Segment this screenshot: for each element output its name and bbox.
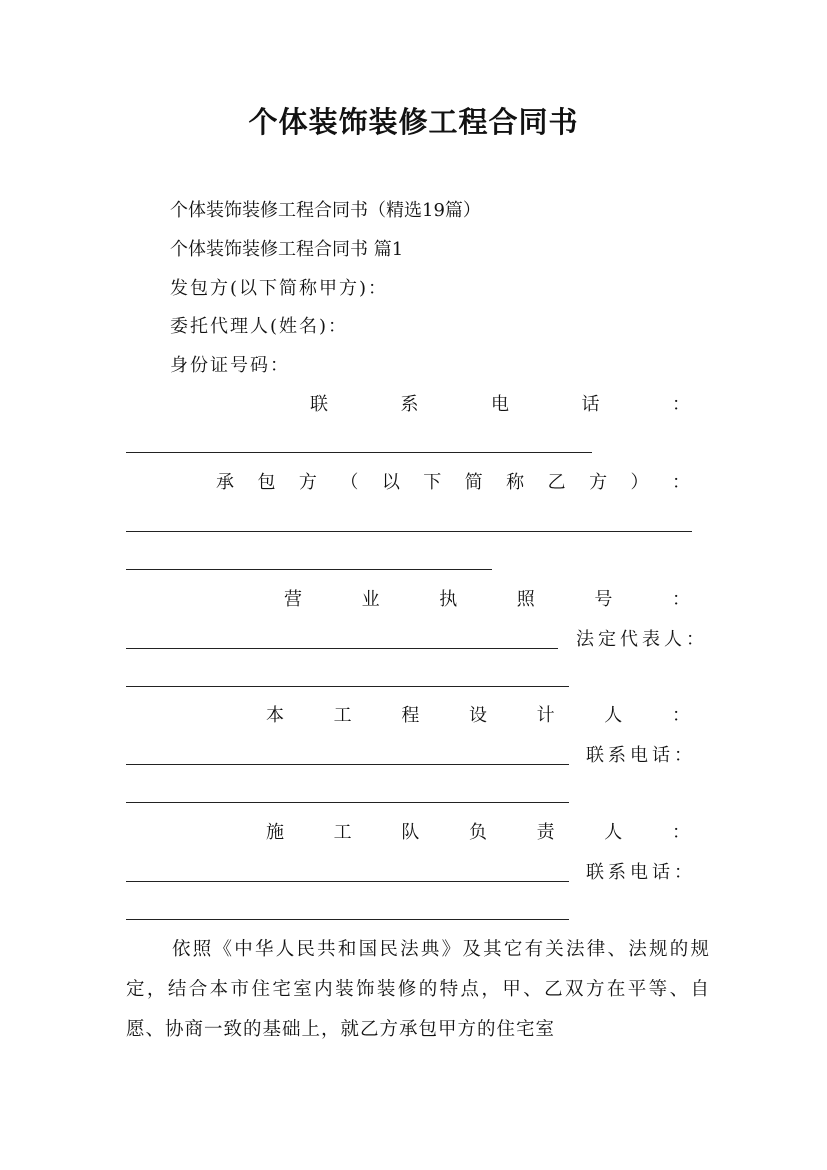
fill-line	[126, 919, 569, 920]
team-phone-label: 联系电话：	[586, 862, 696, 883]
construction-team-leader-label: 施 工 队 负 责 人 ：	[266, 822, 690, 843]
fill-line	[126, 569, 492, 570]
document-subtitle: 个体装饰装修工程合同书（精选19篇）	[170, 200, 481, 221]
fill-line	[126, 764, 569, 765]
fill-line	[126, 531, 692, 532]
designer-phone-label: 联系电话：	[586, 745, 696, 766]
section-heading: 个体装饰装修工程合同书 篇1	[170, 239, 404, 260]
designer-label: 本 工 程 设 计 人 ：	[266, 705, 690, 726]
business-license-label: 营 业 执 照 号 ：	[284, 589, 690, 610]
fill-line	[126, 452, 592, 453]
body-paragraph: 依照《中华人民共和国民法典》及其它有关法律、法规的规定，结合本市住宅室内装饰装修的特点，甲、乙双方在平等、自愿、协商一致的基础上，就乙方承包甲方的住宅室	[126, 939, 710, 1040]
party-b-label: 承 包 方 （ 以 下 简 称 乙 方 ） ：	[216, 472, 690, 493]
document-title: 个体装饰装修工程合同书	[248, 105, 579, 139]
fill-line	[126, 881, 569, 882]
legal-representative-label: 法定代表人：	[576, 629, 708, 650]
agent-label: 委托代理人(姓名)：	[170, 316, 349, 337]
id-number-label: 身份证号码：	[170, 355, 290, 376]
fill-line	[126, 802, 569, 803]
fill-line	[126, 648, 558, 649]
fill-line	[126, 686, 569, 687]
contact-phone-label: 联 系 电 话 ：	[310, 394, 690, 415]
party-a-label: 发包方(以下简称甲方)：	[170, 278, 389, 299]
